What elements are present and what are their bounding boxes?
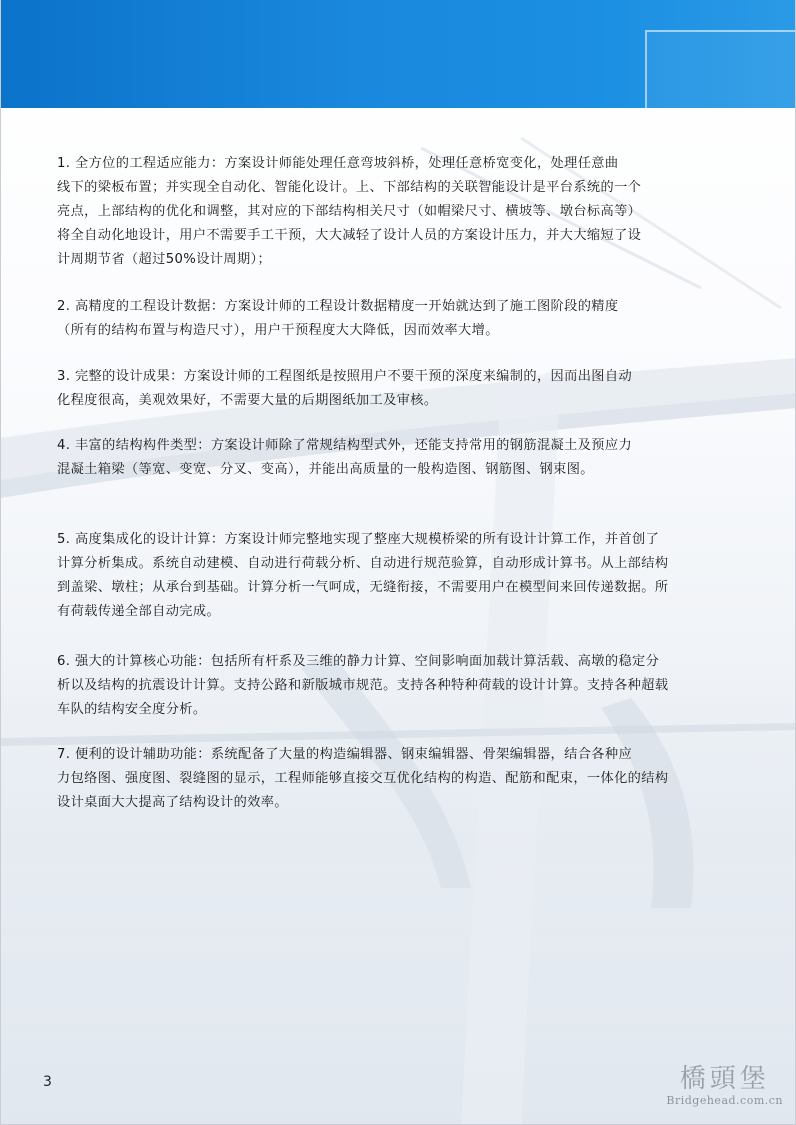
paragraph-2: 2. 高精度的工程设计数据：方案设计师的工程设计数据精度一开始就达到了施工图阶段的精度 （所有的结构布置与构造尺寸），用户干预程度大大降低，因而效率大增。 xyxy=(57,299,619,338)
paragraph-7: 7. 便利的设计辅助功能：系统配备了大量的构造编辑器、钢束编辑器、骨架编辑器，结合各种应 力包络图、强度图、裂缝图的显示，工程师能够直接交互优化结构的构造、配筋和配束，一体化的结构 设计桌面大大提高了结构设计的效率。 xyxy=(57,747,669,810)
paragraph-1: 1. 全方位的工程适应能力：方案设计师能处理任意弯坡斜桥，处理任意桥宽变化，处理任意曲 线下的梁板布置；并实现全自动化、智能化设计。上、下部结构的关联智能设计是平台系统的一个 亮点，上部结构的优化和调整，其对应的下部结构相关尺寸（如帽梁尺寸、横坡等、墩台标高等） 将全自动化地设计，用户不需要手工干预，大大减轻了设计人员的方案设计压力，并大大缩短了设 计周期节省（超过50%设计周期）； xyxy=(57,156,642,267)
header-band xyxy=(1,0,796,108)
paragraph-5: 5. 高度集成化的设计计算：方案设计师完整地实现了整座大规模桥梁的所有设计计算工作，并首创了 计算分析集成。系统自动建模、自动进行荷载分析、自动进行规范验算，自动形成计算书。从上部结构 到盖梁、墩柱；从承台到基础。计算分析一气呵成，无缝衔接，不需要用户在模型间来回传递数据。所 有荷载传递全部自动完成。 xyxy=(57,532,669,619)
page-number: 3 xyxy=(43,1074,52,1090)
paragraph-6: 6. 强大的计算核心功能：包括所有杆系及三维的静力计算、空间影响面加载计算活载、高墩的稳定分 析以及结构的抗震设计计算。支持公路和新版城市规范。支持各种特种荷载的设计计算。支持各种超载 车队的结构安全度分析。 xyxy=(57,654,669,717)
watermark-chinese: 橋頭堡 xyxy=(679,1064,770,1094)
watermark-english: Bridgehead.com.cn xyxy=(666,1094,783,1107)
paragraph-4: 4. 丰富的结构构件类型：方案设计师除了常规结构型式外，还能支持常用的钢筋混凝土及预应力 混凝土箱梁（等宽、变宽、分叉、变高），并能出高质量的一般构造图、钢筋图、钢束图。 xyxy=(57,438,633,477)
watermark-logo xyxy=(666,1064,783,1107)
header-decor-box xyxy=(645,30,796,110)
paragraph-3: 3. 完整的设计成果：方案设计师的工程图纸是按照用户不要干预的深度来编制的，因而出图自动 化程度很高，美观效果好，不需要大量的后期图纸加工及审核。 xyxy=(57,369,633,408)
